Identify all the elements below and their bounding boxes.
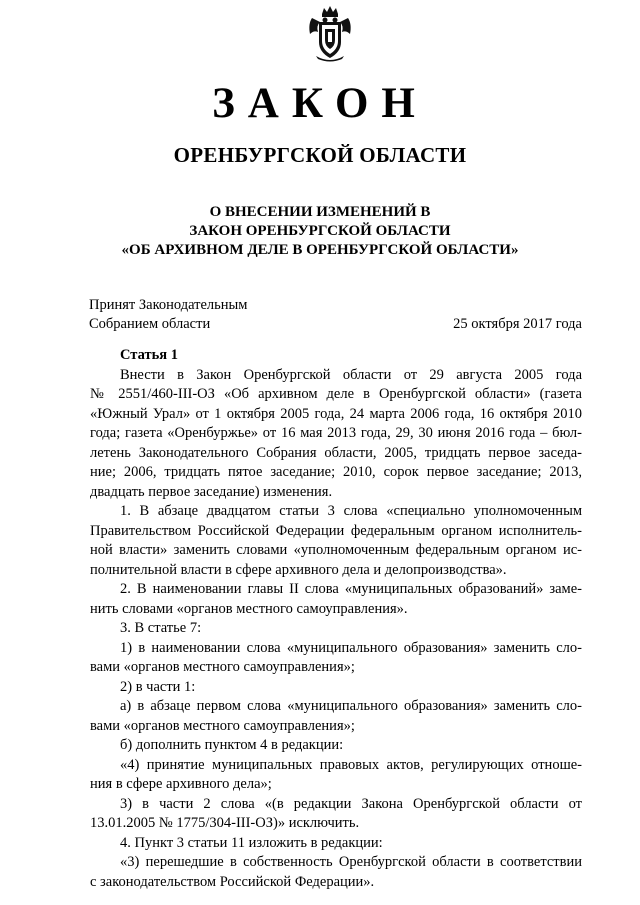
text-line: ние; 2006, тридцать пятое заседание; 2010, сорок первое заседание; 2013, <box>90 464 582 480</box>
article-body <box>90 346 582 892</box>
text-line: а) в абзаце первом слова «муниципального образования» заменить сло- <box>120 698 582 714</box>
text-line: Правительством Российской Федерации федеральным органом исполнитель- <box>90 522 582 539</box>
text-line: 2. В наименовании главы II слова «муниципальных образований» заме- <box>120 581 582 597</box>
text-line: «4) принятие муниципальных правовых актов, регулирующих отноше- <box>120 756 582 773</box>
text-line: полнительной власти в сфере архивного дела и делопроизводства». <box>90 561 507 578</box>
adoption-line: Принят Законодательным <box>89 297 248 313</box>
text-line: № 2551/460-III-ОЗ «Об архивном деле в Оренбургской области» (газета <box>90 386 582 402</box>
text-line: двадцать первое заседание) изменения. <box>90 483 333 500</box>
text-line: ной власти» заменить словами «уполномоченным федеральным органом ис- <box>90 542 582 558</box>
text-line: с законодательством Российской Федерации». <box>90 873 375 890</box>
text-line: б) дополнить пунктом 4 в редакции: <box>120 737 344 753</box>
region-title: ОРЕНБУРГСКОЙ ОБЛАСТИ <box>173 143 467 167</box>
text-line: 3. В статье 7: <box>120 620 202 636</box>
text-line: Внести в Закон Оренбургской области от 29 августа 2005 года <box>120 366 582 383</box>
text-line: нить словами «органов местного самоуправления». <box>90 600 408 617</box>
coat-of-arms-icon <box>306 4 354 62</box>
subject-line: «ОБ АРХИВНОМ ДЕЛЕ В ОРЕНБУРГСКОЙ ОБЛАСТИ» <box>121 242 519 258</box>
text-line: летень Законодательного Собрания области, 2005, тридцать первое заседа- <box>90 444 582 461</box>
subject-line: ЗАКОН ОРЕНБУРГСКОЙ ОБЛАСТИ <box>189 223 451 239</box>
text-line: 4. Пункт 3 статьи 11 изложить в редакции: <box>120 834 383 851</box>
adoption-note <box>89 296 247 334</box>
text-line: 1) в наименовании слова «муниципального образования» заменить сло- <box>120 639 582 656</box>
text-line: года; газета «Оренбуржье» от 16 мая 2013 года, 29, 30 июня 2016 года – бюл- <box>90 425 582 441</box>
subject-line: О ВНЕСЕНИИ ИЗМЕНЕНИЙ В <box>209 204 431 220</box>
text-line: вами «органов местного самоуправления»; <box>90 717 355 734</box>
text-line: 1. В абзаце двадцатом статьи 3 слова «специально уполномоченным <box>120 503 582 519</box>
text-line: «Южный Урал» от 1 октября 2005 года, 24 марта 2006 года, 16 октября 2010 <box>90 405 582 422</box>
text-line: вами «органов местного самоуправления»; <box>90 659 355 675</box>
article-heading: Статья 1 <box>120 347 178 363</box>
text-line: «3) перешедшие в собственность Оренбургской области в соответствии <box>120 854 582 870</box>
text-line: ния в сфере архивного дела»; <box>90 776 272 792</box>
text-line: 13.01.2005 № 1775/304-III-ОЗ)» исключить. <box>90 815 360 831</box>
text-line: 2) в части 1: <box>120 678 196 695</box>
adoption-date: 25 октября 2017 года <box>453 316 582 332</box>
adoption-line: Собранием области <box>89 316 211 332</box>
law-subject <box>0 203 640 260</box>
law-title: ЗАКОН <box>212 80 428 127</box>
text-line: 3) в части 2 слова «(в редакции Закона Оренбургской области от <box>120 795 582 812</box>
